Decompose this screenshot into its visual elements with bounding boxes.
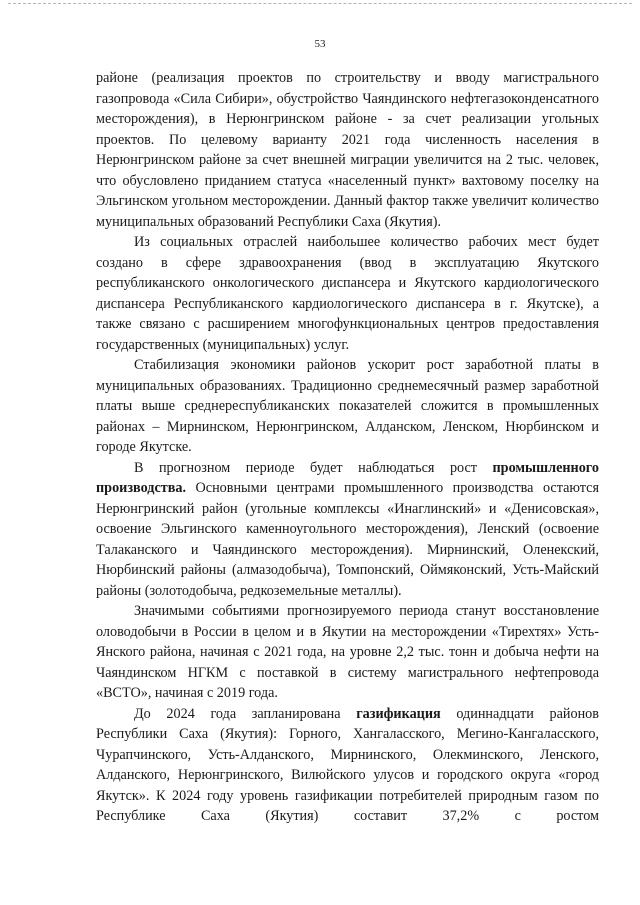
text-run: Основными центрами промышленного производства остаются Нерюнгринский район (угольные комплексы «Инаглинский» и «Денисовская», освоение Эльгинского каменноугольного месторождения), Ленский (освоение Талаканского и Чаяндинского месторождения). Мирнинский, Оленекский, Нюрбинский районы (алмазодобыча), Томпонский, Оймяконский, Усть-Майский районы (золотодобыча, редкоземельные металлы).	[96, 480, 599, 599]
text-run: одиннадцати районов Республики Саха (Якутия): Горного, Хангаласского, Мегино-Кангаласского, Чурапчинского, Усть-Алданского, Мирнинского, Олекминского, Ленского, Алданского, Нерюнгринского, Вилюйского улусов и городского округа «город Якутск». К 2024 году уровень газификации потребителей природным газом по Республике Саха (Якутия) составит 37,2% с ростом	[96, 705, 599, 824]
top-edge-line	[8, 3, 632, 4]
bold-term-industrial-production: промышленного производства.	[96, 459, 599, 496]
document-body	[96, 68, 599, 827]
paragraph-2	[96, 232, 599, 355]
paragraph-3	[96, 355, 599, 458]
text-run: В прогнозном периоде будет наблюдаться рост	[134, 459, 493, 476]
text-run: районе (реализация проектов по строительству и вводу магистрального газопровода «Сила Сибири», обустройство Чаяндинского нефтегазоконденсатного месторождения), в Нерюнгринском районе - за счет реализации угольных проектов. По целевому варианту 2021 года численность населения в Нерюнгринском районе за счет внешней миграции увеличится на 2 тыс. человек, что обусловлено приданием статуса «населенный пункт» вахтовому поселку на Эльгинском угольном месторождении. Данный фактор также увеличит количество муниципальных образований Республики Саха (Якутия).	[96, 70, 599, 230]
text-run: Значимыми событиями прогнозируемого периода станут восстановление оловодобычи в России в целом и в Якутии на месторождении «Тирехтях» Усть-Янского района, начиная с 2021 года, на уровне 2,2 тыс. тонн и добыча нефти на Чаяндинском НГКМ с поставкой в систему магистрального нефтепровода «ВСТО», начиная с 2019 года.	[96, 603, 599, 701]
page-number: 53	[314, 38, 326, 50]
bold-term-gasification: газификация	[356, 705, 441, 722]
text-run: До 2024 года запланирована	[134, 705, 357, 722]
paragraph-4	[96, 458, 599, 602]
text-run: Из социальных отраслей наибольшее количество рабочих мест будет создано в сфере здравоохранения (ввод в эксплуатацию Якутского республиканского онкологического диспансера и Якутского кардиологического диспансера Республиканского кардиологического диспансера в г. Якутске), а также связано с расширением многофункциональных центров предоставления государственных (муниципальных) услуг.	[96, 234, 599, 353]
paragraph-1	[96, 68, 599, 232]
paragraph-5	[96, 601, 599, 704]
text-run: Стабилизация экономики районов ускорит рост заработной платы в муниципальных образованиях. Традиционно среднемесячный размер заработной платы выше среднереспубликанских показателей сложится в промышленных районах – Мирнинском, Нерюнгринском, Алданском, Ленском, Нюрбинском и городе Якутске.	[96, 357, 599, 455]
paragraph-6	[96, 704, 599, 827]
